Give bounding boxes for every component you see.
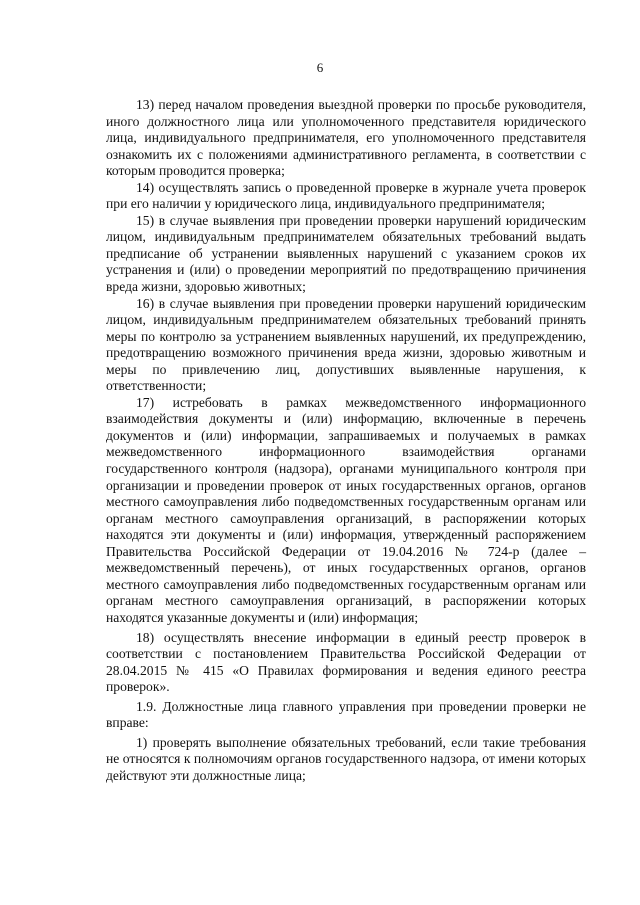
paragraph-item-16: 16) в случае выявления при проведении проверки нарушений юридическим лицом, индивидуальным предпринимателем обязательных требований принять меры по контролю за устранением выявленных нарушений, их предупреждению, предотвращению возможного причинения вреда жизни, здоровью животным и меры по привлечению лиц, допустивших выявленные нарушения, к ответственности; [106, 295, 586, 394]
paragraph-item-14: 14) осуществлять запись о проведенной проверке в журнале учета проверок при его наличии у юридического лица, индивидуального предпринимателя; [106, 179, 586, 212]
document-body [106, 97, 586, 784]
page-number: 6 [316, 60, 324, 75]
prohibition-item-1: 1) проверять выполнение обязательных требований, если такие требования не относятся к полномочиям органов государственного надзора, от имени которых действуют эти должностные лица; [106, 734, 586, 783]
paragraph-item-15: 15) в случае выявления при проведении проверки нарушений юридическим лицом, индивидуальным предпринимателем обязательных требований выдать предписание об устранении выявленных нарушений с указанием сроков их устранения и (или) о проведении мероприятий по предотвращению причинения вреда жизни, здоровью животных; [106, 212, 586, 295]
paragraph-item-13: 13) перед началом проведения выездной проверки по просьбе руководителя, иного должностного лица или уполномоченного представителя юридического лица, индивидуального предпринимателя, его уполномоченного представителя ознакомить их с положениями административного регламента, в соответствии с которым проводится проверка; [106, 97, 586, 179]
section-1-9-heading: 1.9. Должностные лица главного управления при проведении проверки не вправе: [106, 698, 586, 731]
paragraph-item-17: 17) истребовать в рамках межведомственного информационного взаимодействия документы и (или) информацию, включенные в перечень документов и (или) информации, запрашиваемых и получаемых в рамках межведомственного информационного взаимодействия органами государственного контроля (надзора), органами муниципального контроля при организации и проведении проверок от иных государственных органов, органов местного самоуправления либо подведомственных государственным органам или органам местного самоуправления организаций, в распоряжении которых находятся эти документы и (или) информация, утвержденный распоряжением Правительства Российской Федерации от 19.04.2016 № 724-р (далее – межведомственный перечень), от иных государственных органов, органов местного самоуправления либо подведомственных государственным органам или органам местного самоуправления организаций, в распоряжении которых находятся указанные документы и (или) информация; [106, 394, 586, 625]
paragraph-item-18: 18) осуществлять внесение информации в единый реестр проверок в соответствии с постановлением Правительства Российской Федерации от 28.04.2015 № 415 «О Правилах формирования и ведения единого реестра проверок». [106, 629, 586, 695]
